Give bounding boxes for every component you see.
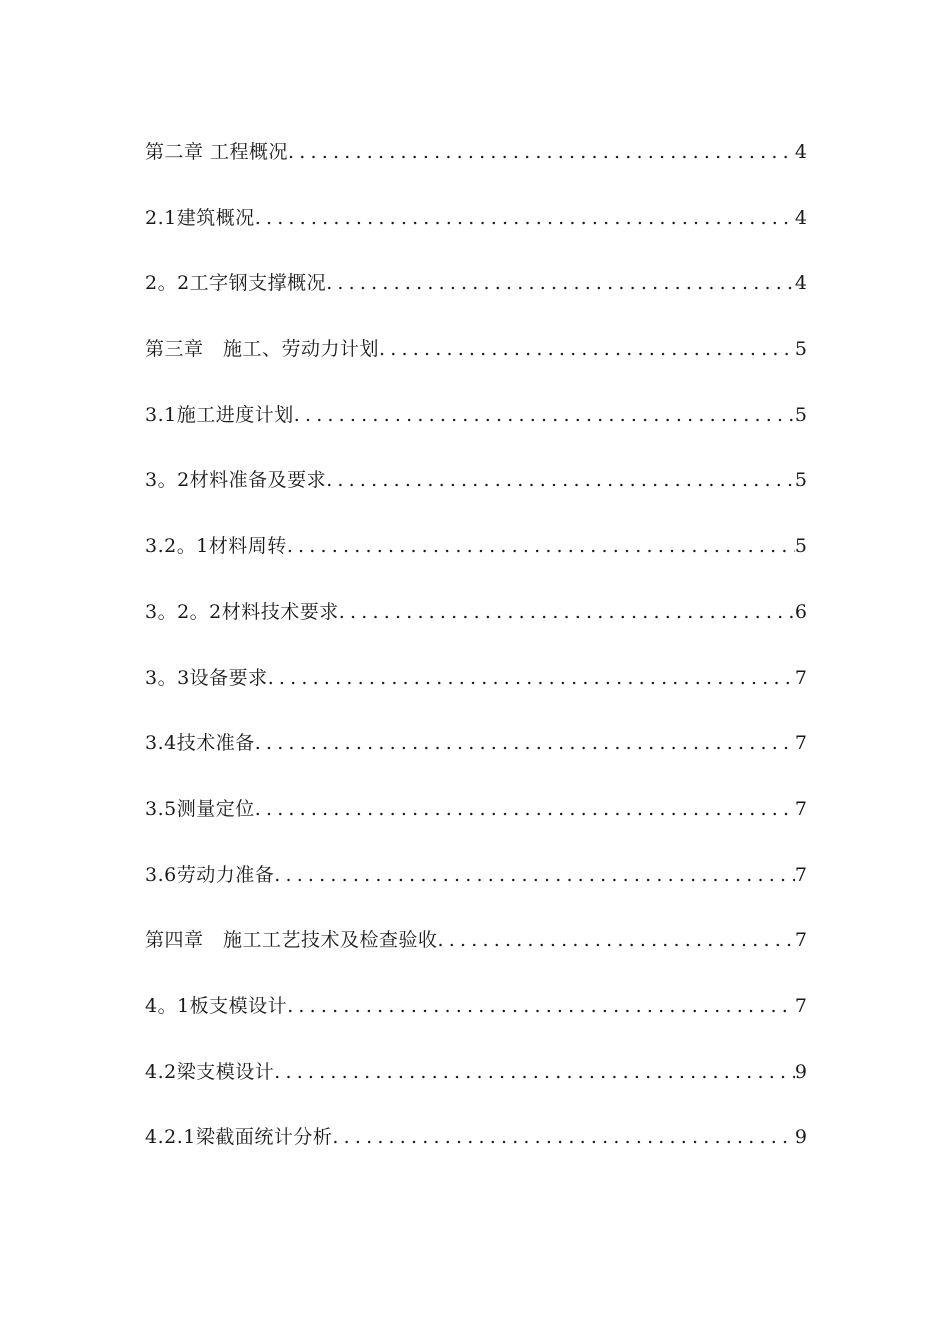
toc-entry[interactable] [145, 263, 807, 329]
toc-dot-leader [274, 855, 795, 895]
toc-entry-page: 7 [794, 732, 807, 755]
toc-entry-page: 7 [794, 929, 807, 952]
toc-dot-leader [287, 526, 795, 566]
toc-entry-page: 4 [794, 206, 807, 229]
toc-dot-leader [339, 592, 795, 632]
toc-entry-title: 2.1建筑概况 [145, 206, 255, 229]
toc-entry-page: 7 [794, 863, 807, 886]
toc-entry-title: 4.2梁支模设计 [145, 1060, 275, 1083]
toc-dot-leader [255, 789, 795, 829]
toc-entry-title: 3.2。1材料周转 [145, 535, 287, 558]
toc-entry-page: 5 [794, 403, 807, 426]
toc-dot-leader [332, 1117, 795, 1157]
toc-entry-page: 5 [794, 535, 807, 558]
toc-entry[interactable] [145, 329, 807, 395]
toc-entry-title: 第四章 施工工艺技术及检查验收 [145, 929, 438, 952]
toc-entry-page: 6 [794, 600, 807, 623]
toc-dot-leader [274, 1052, 795, 1092]
toc-entry-title: 第二章 工程概况 [145, 141, 289, 163]
toc-dot-leader [379, 329, 795, 369]
toc-entry[interactable] [145, 460, 807, 526]
toc-entry-page: 4 [794, 141, 807, 163]
toc-entry-title: 3.5测量定位 [145, 797, 255, 820]
toc-entry-title: 3。3设备要求 [145, 666, 268, 689]
toc-entry-page: 9 [794, 1060, 807, 1083]
toc-entry-title: 4.2.1梁截面统计分析 [145, 1126, 333, 1149]
table-of-contents [145, 132, 807, 1183]
toc-entry-title: 3。2材料准备及要求 [145, 469, 327, 492]
toc-entry-title: 2。2工字钢支撑概况 [145, 272, 327, 295]
toc-entry[interactable] [145, 592, 807, 658]
toc-entry-title: 4。1板支模设计 [145, 994, 288, 1017]
toc-entry[interactable] [145, 1052, 807, 1118]
toc-dot-leader [288, 132, 795, 172]
toc-entry-title: 3.6劳动力准备 [145, 863, 275, 886]
toc-dot-leader [438, 920, 795, 960]
toc-entry[interactable] [145, 132, 807, 198]
toc-entry-page: 5 [794, 338, 807, 361]
toc-entry[interactable] [145, 658, 807, 724]
toc-dot-leader [326, 263, 795, 303]
toc-entry[interactable] [145, 198, 807, 264]
toc-entry[interactable] [145, 395, 807, 461]
toc-entry-page: 5 [794, 469, 807, 492]
toc-entry[interactable] [145, 526, 807, 592]
toc-entry-page: 9 [794, 1126, 807, 1149]
toc-entry-page: 7 [794, 797, 807, 820]
toc-entry-title: 3.4技术准备 [145, 732, 255, 755]
toc-entry[interactable] [145, 986, 807, 1052]
toc-entry-title: 3。2。2材料技术要求 [145, 600, 339, 623]
toc-entry[interactable] [145, 723, 807, 789]
toc-entry-title: 第三章 施工、劳动力计划 [145, 338, 380, 361]
toc-entry-title: 3.1施工进度计划 [145, 403, 294, 426]
toc-dot-leader [255, 198, 795, 238]
toc-entry[interactable] [145, 855, 807, 921]
toc-entry[interactable] [145, 920, 807, 986]
toc-dot-leader [255, 723, 795, 763]
toc-entry[interactable] [145, 1117, 807, 1183]
toc-dot-leader [294, 395, 795, 435]
toc-entry-page: 7 [794, 994, 807, 1017]
toc-dot-leader [287, 986, 795, 1026]
toc-dot-leader [268, 658, 795, 698]
toc-dot-leader [326, 460, 795, 500]
toc-entry-page: 7 [794, 666, 807, 689]
toc-entry[interactable] [145, 789, 807, 855]
toc-entry-page: 4 [794, 272, 807, 295]
